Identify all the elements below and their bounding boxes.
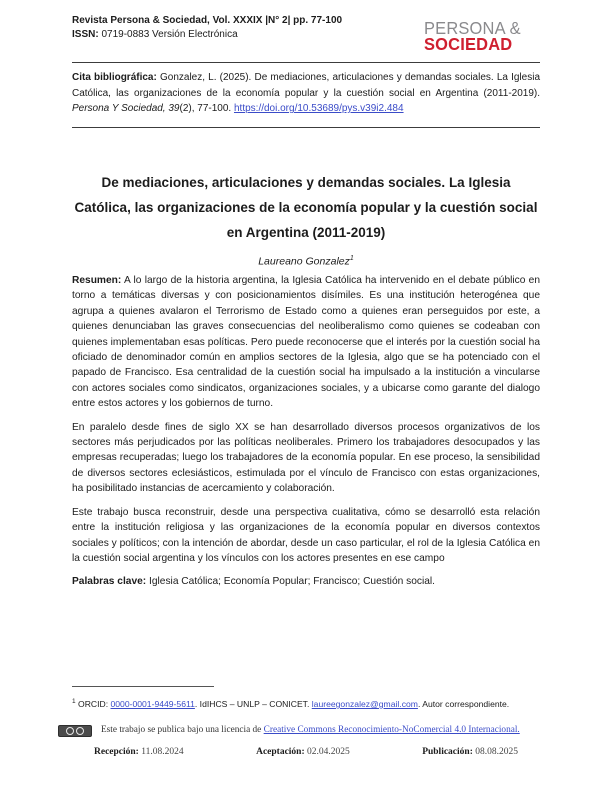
abstract-paragraph-1-text: A lo largo de la historia argentina, la Iglesia Católica ha intervenido en el debate público en torno a temáticas diversas y con posicionamientos disímiles. Es una institución heterogénea que agrupa a quienes avalaron el Terrorismo de Estado como a quienes eran perseguidos por este, a quienes denunciaban las graves consecuencias del neoliberalismo como quienes se codeaban con quienes implementaban esas políticas. Pero puede reconocerse que el interés por la cuestión social ha oficiado de denominador común en amplios sectores de la Iglesia, algo que se ha potenciado con el papado de Francisco. Esa centralidad de la cuestión social ha impulsado a la institución a vincularse con actores sociales como sindicatos, organizaciones sociales, y a ubicarse como garante del dialogo entre estos actores y los gobiernos de turno. [72,275,540,410]
publication-date [422,747,518,757]
abstract-label: Resumen: [72,275,122,286]
publication-value: 08.08.2025 [472,747,518,757]
divider-citation-bottom [72,127,540,128]
creative-commons-badge-icon [58,725,92,737]
footnote [72,696,540,710]
license-link[interactable]: Creative Commons Reconocimiento-NoComercial 4.0 Internacional. [263,725,520,735]
footnote-after-email: . Autor correspondiente. [417,698,510,709]
keywords-label: Palabras clave: [72,576,147,588]
publication-label: Publicación: [422,747,473,757]
license-text: Este trabajo se publica bajo una licencia de [101,725,264,735]
article-title: De mediaciones, articulaciones y demandas sociales. La Iglesia Católica, las organizaciones de la economía popular y la cuestión social en Argentina (2011-2019) [74,175,538,240]
abstract-section [72,273,540,598]
acceptance-label: Aceptación: [256,747,305,757]
license-row [58,724,554,737]
doi-link[interactable]: https://doi.org/10.53689/pys.v39i2.484 [233,103,404,115]
citation-block [72,70,540,117]
footnote-marker: 1 [72,698,76,705]
footnote-divider [72,686,214,687]
author-line [72,251,540,270]
issn-label: ISSN: [72,29,99,40]
footnote-orcid-label: ORCID: [75,698,111,709]
journal-volume-line: Revista Persona & Sociedad, Vol. XXXIX |N° 2| pp. 77-100 [72,15,343,26]
citation-label: Cita bibliográfica: [72,72,157,83]
logo-persona-text: PERSONA & [424,18,521,38]
reception-value: 11.08.2024 [138,747,184,757]
cc-nc-circle-icon [76,727,84,735]
keywords-text: Iglesia Católica; Economía Popular; Francisco; Cuestión social. [146,576,435,588]
issn-value: 0719-0883 Versión Electrónica [98,29,238,40]
citation-pages: (2), 77-100. [179,103,234,115]
abstract-paragraph-1 [72,273,540,412]
logo-sociedad-text: SOCIEDAD [424,34,513,54]
license-text-wrap [101,724,520,737]
cc-circle-icon [66,727,74,735]
divider-top [72,62,540,63]
footnote-affiliation: . IdIHCS – UNLP – CONICET. [194,698,312,709]
dates-row [72,747,540,757]
title-block [72,170,540,270]
journal-header [72,14,402,42]
citation-text: Gonzalez, L. (2025). De mediaciones, articulaciones y demandas sociales. La Iglesia Católica, las organizaciones de la economía popular y la cuestión social en Argentina (2011-2019). [72,72,541,99]
orcid-link[interactable]: 0000-0001-9449-5611 [110,698,195,709]
email-link[interactable]: laureegonzalez@gmail.com [311,698,418,709]
abstract-paragraph-3: Este trabajo busca reconstruir, desde una perspectiva cualitativa, cómo se desarrolló esta relación entre la institución religiosa y las organizaciones de la economía popular en diversos contextos sociales y políticos; con la intención de abordar, desde un caso particular, el rol de la Iglesia Católica en la cuestión social argentina y los vínculos con los actores presentes en ese campo [72,506,540,564]
reception-date [94,747,184,757]
acceptance-date [256,747,350,757]
acceptance-value: 02.04.2025 [304,747,350,757]
author-footnote-marker: 1 [349,255,354,262]
keywords-line [72,574,540,589]
issn-line [72,28,402,42]
citation-journal-italic: Persona Y Sociedad, 39 [72,103,180,115]
author-name: Laureano Gonzalez [258,255,350,268]
abstract-paragraph-2: En paralelo desde fines de siglo XX se han desarrollado diversos procesos organizativos de los sectores más perjudicados por las políticas neoliberales. Primero los trabajadores desocupados y las empresas recuperadas; luego los trabajadores de la economía popular. En ese proceso, la sensibilidad de diversos sectores eclesiásticos, estimulada por el vínculo de Francisco con estas organizaciones, ha posibilitado instancias de acercamiento y colaboración. [72,421,540,495]
reception-label: Recepción: [94,747,139,757]
journal-logo [424,20,541,53]
